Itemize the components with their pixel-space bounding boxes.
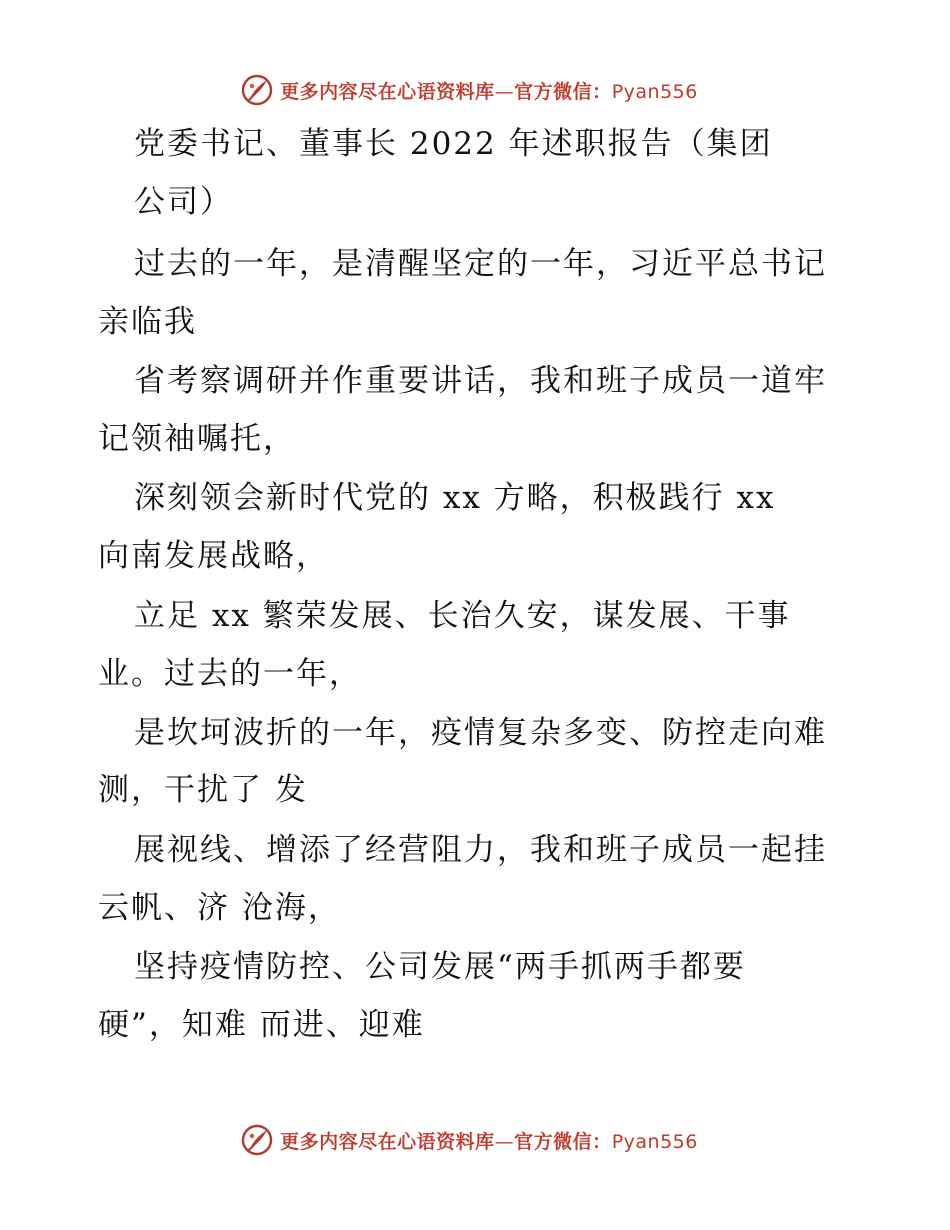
- footer-contact-label: 官方微信：: [514, 1130, 612, 1153]
- quill-logo-icon: [240, 1123, 274, 1157]
- doc-line-11: 是坎坷波折的一年，疫情复杂多变、防控走向难: [134, 715, 827, 751]
- footer-banner-inner: [240, 1123, 698, 1157]
- doc-line-14: 云帆、济 沧海，: [98, 890, 341, 926]
- header-banner: [0, 70, 950, 110]
- footer-dash: —: [494, 1130, 515, 1153]
- header-brand-text: 更多内容尽在心语资料库: [280, 80, 495, 103]
- doc-line-2: 公司）: [134, 184, 233, 220]
- header-contact-id: Pyan556: [611, 80, 698, 103]
- doc-line-8: 向南发展战略，: [98, 538, 329, 574]
- doc-line-15: 坚持疫情防控、公司发展“两手抓两手都要: [134, 949, 746, 985]
- footer-contact-id: Pyan556: [611, 1130, 698, 1153]
- doc-line-1: 党委书记、董事长 2022 年述职报告（集团: [134, 126, 773, 162]
- header-contact-label: 官方微信：: [514, 80, 612, 103]
- doc-line-12: 测，干扰了 发: [98, 772, 308, 808]
- header-dash: —: [494, 80, 515, 103]
- doc-line-4: 亲临我: [98, 304, 197, 340]
- doc-line-16: 硬”，知难 而进、迎难: [98, 1007, 425, 1043]
- doc-line-13: 展视线、增添了经营阻力，我和班子成员一起挂: [134, 832, 827, 868]
- doc-line-7: 深刻领会新时代党的 xx 方略，积极践行 xx: [134, 480, 776, 516]
- footer-banner: [0, 1120, 950, 1160]
- doc-line-9: 立足 xx 繁荣发展、长治久安，谋发展、干事: [134, 598, 791, 634]
- doc-line-10: 业。过去的一年，: [98, 656, 362, 692]
- quill-logo-icon: [240, 73, 274, 107]
- doc-line-5: 省考察调研并作重要讲话，我和班子成员一道牢: [134, 363, 827, 399]
- doc-line-3: 过去的一年，是清醒坚定的一年，习近平总书记: [134, 246, 827, 282]
- footer-banner-text: [280, 1127, 698, 1154]
- header-banner-text: [280, 77, 698, 104]
- footer-brand-text: 更多内容尽在心语资料库: [280, 1130, 495, 1153]
- doc-line-6: 记领袖嘱托，: [98, 421, 296, 457]
- header-banner-inner: [240, 73, 698, 107]
